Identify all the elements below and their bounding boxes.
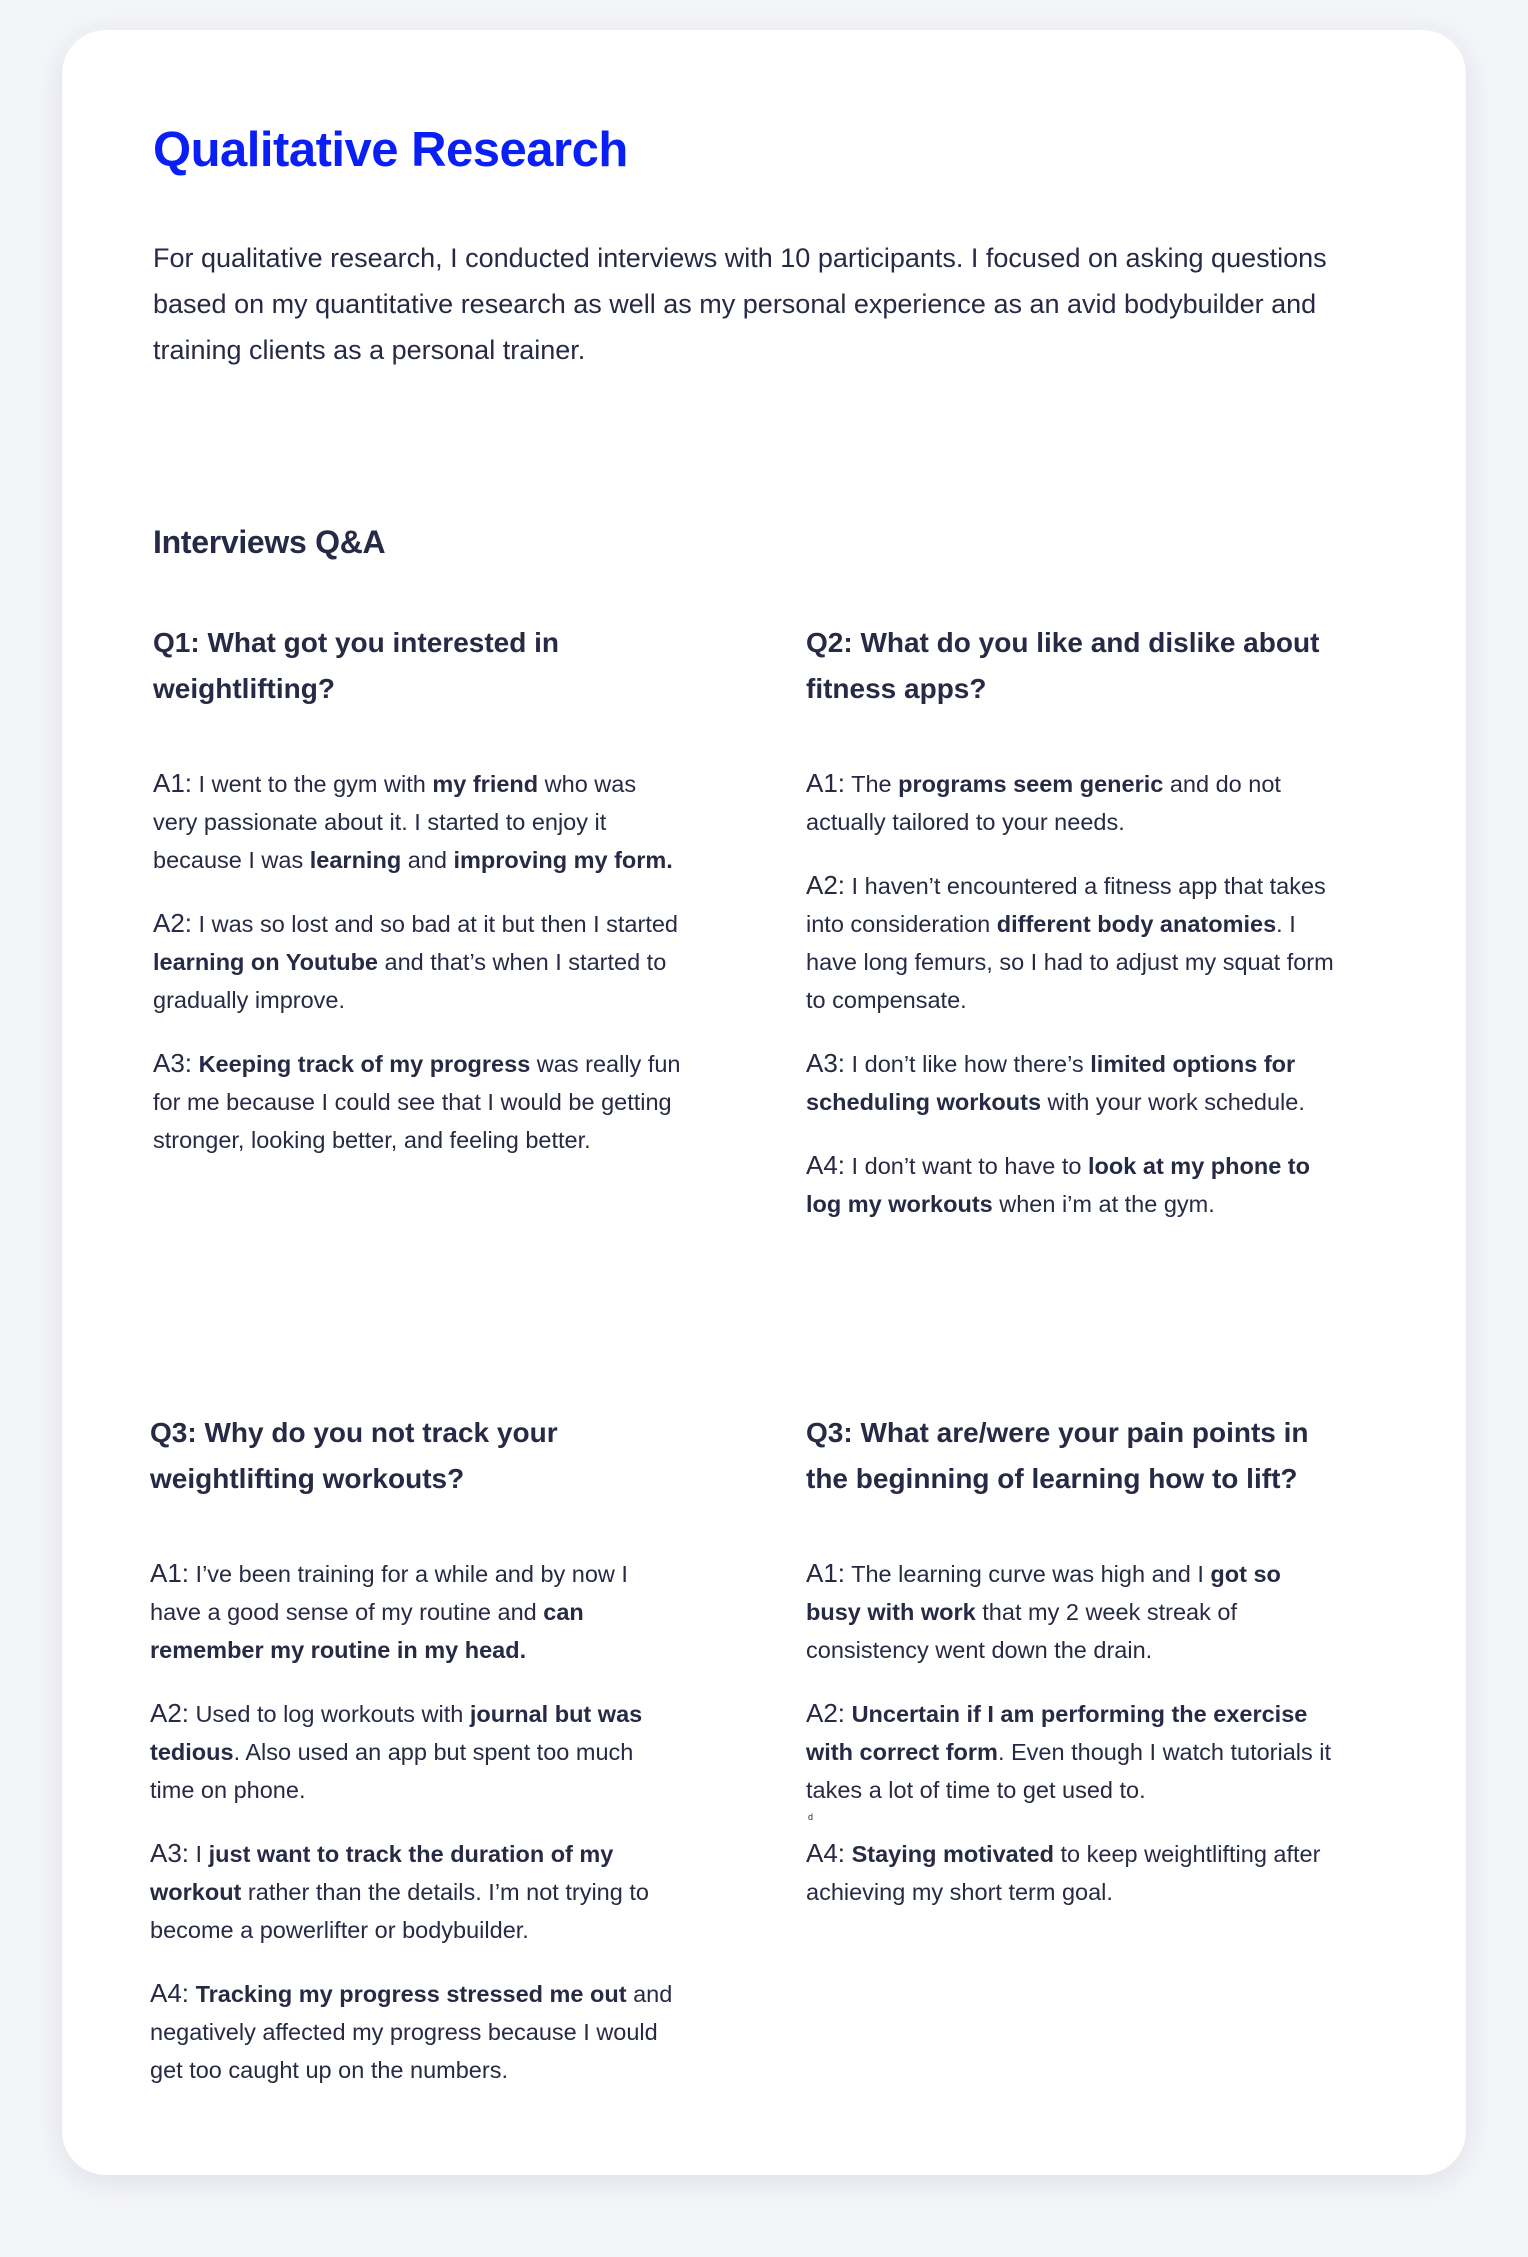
answer-text: and <box>401 847 454 873</box>
answer-label: A1: <box>806 1558 846 1588</box>
answer-label: A4: <box>806 1150 846 1180</box>
answer-item <box>153 1044 683 1159</box>
answer-item <box>150 1554 680 1669</box>
answer-text: when i’m at the gym. <box>992 1191 1215 1217</box>
answer-highlight: programs seem generic <box>898 771 1164 797</box>
answer-text: with your work schedule. <box>1041 1089 1305 1115</box>
stray-character: d <box>808 1812 814 1822</box>
answer-text: The <box>845 771 899 797</box>
answer-label: A2: <box>806 1698 846 1728</box>
page-title: Qualitative Research <box>153 123 628 177</box>
answer-item <box>150 1834 680 1949</box>
answer-text: was really fun for me because I could see that I would be getting stronger, looking better, and feeling better. <box>153 1051 681 1153</box>
answer-text: and do not actually tailored to your needs. <box>806 771 1281 835</box>
question-heading: Q1: What got you interested in weightlifting? <box>153 627 560 704</box>
answer-item <box>150 1694 680 1809</box>
answer-label: A4: <box>806 1838 846 1868</box>
answer-item <box>806 764 1336 841</box>
answer-label: A2: <box>153 908 193 938</box>
answer-label: A3: <box>806 1048 846 1078</box>
answer-item <box>153 904 683 1019</box>
question-block-1 <box>153 620 683 1184</box>
answer-item <box>806 1554 1336 1669</box>
answer-item <box>150 1974 680 2089</box>
question-block-4 <box>806 1410 1336 1936</box>
answer-text: I don’t want to have to <box>845 1153 1089 1179</box>
answer-text: Used to log workouts with <box>189 1701 470 1727</box>
question-heading: Q3: What are/were your pain points in the beginning of learning how to lift? <box>806 1417 1309 1494</box>
answer-highlight: learning <box>309 847 402 873</box>
answer-text: I <box>189 1841 209 1867</box>
answer-text: that my 2 week streak of consistency went down the drain. <box>806 1599 1237 1663</box>
answer-text: I went to the gym with <box>192 771 433 797</box>
answer-text: I haven’t encountered a fitness app that takes into consideration <box>806 873 1326 937</box>
answer-highlight: Uncertain if I am performing the exercise with correct form <box>806 1701 1308 1765</box>
answer-text: I’ve been training for a while and by now I have a good sense of my routine and <box>150 1561 628 1625</box>
answer-label: A4: <box>150 1978 190 2008</box>
answer-highlight: journal but was tedious <box>150 1701 643 1765</box>
answer-label: A3: <box>150 1838 190 1868</box>
answer-item <box>806 1146 1336 1223</box>
answer-label: A2: <box>150 1698 190 1728</box>
answer-highlight: Tracking my progress stressed me out <box>195 1981 627 2007</box>
question-heading: Q3: Why do you not track your weightlifting workouts? <box>150 1417 558 1494</box>
answer-text: . I have long femurs, so I had to adjust my squat form to compensate. <box>806 911 1334 1013</box>
answer-highlight: can remember my routine in my head. <box>150 1599 584 1663</box>
question-block-3 <box>150 1410 680 2114</box>
answer-text: and that’s when I started to gradually improve. <box>153 949 667 1013</box>
answer-label: A1: <box>150 1558 190 1588</box>
answer-text: I was so lost and so bad at it but then I started <box>192 911 678 937</box>
answer-label: A2: <box>806 870 846 900</box>
question-block-2 <box>806 620 1336 1248</box>
answer-highlight: limited options for scheduling workouts <box>806 1051 1296 1115</box>
answer-highlight: improving my form. <box>453 847 673 873</box>
answer-text: . Also used an app but spent too much time on phone. <box>150 1739 634 1803</box>
answer-highlight: my friend <box>432 771 539 797</box>
question-heading: Q2: What do you like and dislike about fitness apps? <box>806 627 1320 704</box>
answer-text: who was very passionate about it. I started to enjoy it because I was <box>153 771 637 873</box>
answer-highlight: Keeping track of my progress <box>198 1051 531 1077</box>
answer-highlight: look at my phone to log my workouts <box>806 1153 1310 1217</box>
answer-item <box>806 866 1336 1019</box>
answer-item <box>806 1694 1336 1809</box>
answer-label: A1: <box>806 768 846 798</box>
intro-paragraph: For qualitative research, I conducted interviews with 10 participants. I focused on asking questions based on my quantitative research as well as my personal experience as an avid bodybuilder and training clients as a personal trainer. <box>153 243 1327 365</box>
answer-item <box>153 764 683 879</box>
answer-item <box>806 1044 1336 1121</box>
answer-highlight: different body anatomies <box>996 911 1277 937</box>
answer-text: I don’t like how there’s <box>845 1051 1091 1077</box>
answer-text: and negatively affected my progress because I would get too caught up on the numbers. <box>150 1981 673 2083</box>
answer-highlight: just want to track the duration of my workout <box>150 1841 614 1905</box>
answer-highlight: got so busy with work <box>806 1561 1281 1625</box>
answer-highlight: Staying motivated <box>851 1841 1054 1867</box>
answer-text: rather than the details. I’m not trying to become a powerlifter or bodybuilder. <box>150 1879 649 1943</box>
answer-text: The learning curve was high and I <box>845 1561 1211 1587</box>
answer-highlight: learning on Youtube <box>153 949 378 975</box>
answer-label: A1: <box>153 768 193 798</box>
answer-label: A3: <box>153 1048 193 1078</box>
answer-text: . Even though I watch tutorials it takes a lot of time to get used to. <box>806 1739 1332 1803</box>
section-heading: Interviews Q&A <box>153 524 386 560</box>
answer-item <box>806 1834 1336 1911</box>
answer-text: to keep weightlifting after achieving my short term goal. <box>806 1841 1321 1905</box>
